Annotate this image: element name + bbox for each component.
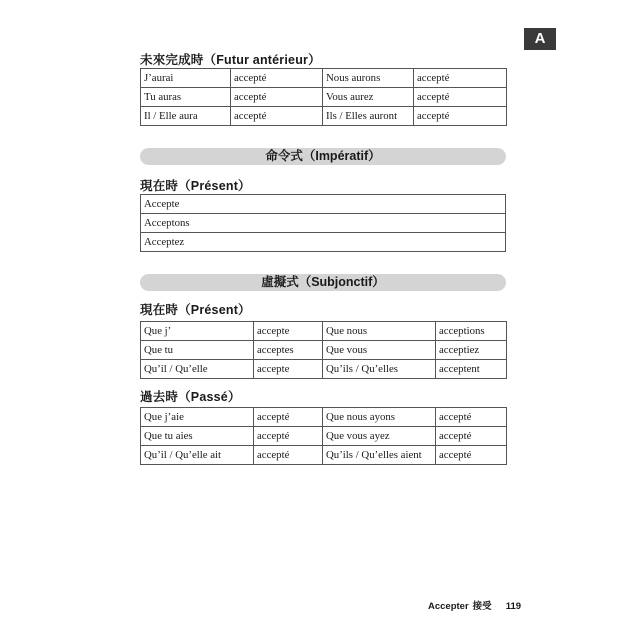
- subjonctif-passe-cell: Qu’il / Qu’elle ait: [141, 446, 254, 465]
- subjonctif-present-cell: Qu’il / Qu’elle: [141, 360, 254, 379]
- imperatif-cell: Accepte: [141, 195, 506, 214]
- subjonctif-banner: 虛擬式（Subjonctif）: [140, 274, 506, 291]
- subjonctif-passe-cell: accepté: [436, 427, 507, 446]
- subjonctif-present-cell: acceptent: [436, 360, 507, 379]
- subjonctif-passe-cell: Que tu aies: [141, 427, 254, 446]
- section-tab-letter: A: [524, 28, 556, 50]
- futur-anterieur-cell: Nous aurons: [323, 69, 414, 88]
- subjonctif-passe-row: [141, 408, 507, 427]
- subjonctif-present-cell: Que tu: [141, 341, 254, 360]
- page-number: 119: [505, 601, 522, 612]
- imperatif-row: [141, 214, 506, 233]
- subjonctif-passe-cell: accepté: [436, 408, 507, 427]
- subjonctif-passe-cell: accepté: [254, 446, 323, 465]
- subjonctif-present-cell: acceptions: [436, 322, 507, 341]
- futur-anterieur-cell: accepté: [231, 107, 323, 126]
- subjonctif-passe-row: [141, 446, 507, 465]
- subjonctif-present-cell: accepte: [254, 322, 323, 341]
- subjonctif-passe-cell: Qu’ils / Qu’elles aient: [323, 446, 436, 465]
- page-footer: [428, 598, 521, 612]
- subjonctif-present-row: [141, 341, 507, 360]
- subjonctif-passe-cell: Que vous ayez: [323, 427, 436, 446]
- futur-anterieur-cell: accepté: [231, 69, 323, 88]
- futur-anterieur-cell: accepté: [414, 69, 507, 88]
- imperatif-row: [141, 195, 506, 214]
- imperatif-present-heading: 現在時（Présent）: [140, 179, 251, 193]
- futur-anterieur-cell: J’aurai: [141, 69, 231, 88]
- subjonctif-present-cell: Que vous: [323, 341, 436, 360]
- imperatif-banner: 命令式（Impératif）: [140, 148, 506, 165]
- subjonctif-present-cell: acceptes: [254, 341, 323, 360]
- subjonctif-passe-row: [141, 427, 507, 446]
- futur-anterieur-cell: accepté: [231, 88, 323, 107]
- subjonctif-present-cell: accepte: [254, 360, 323, 379]
- futur-anterieur-table: [140, 68, 507, 126]
- subjonctif-present-cell: acceptiez: [436, 341, 507, 360]
- futur-anterieur-row: [141, 107, 507, 126]
- imperatif-cell: Acceptons: [141, 214, 506, 233]
- futur-anterieur-cell: Ils / Elles auront: [323, 107, 414, 126]
- futur-anterieur-cell: accepté: [414, 107, 507, 126]
- subjonctif-present-cell: Que j’: [141, 322, 254, 341]
- subjonctif-passe-cell: Que nous ayons: [323, 408, 436, 427]
- futur-anterieur-row: [141, 88, 507, 107]
- futur-anterieur-heading: 未來完成時（Futur antérieur）: [140, 53, 321, 67]
- imperatif-cell: Acceptez: [141, 233, 506, 252]
- subjonctif-present-table: [140, 321, 507, 379]
- subjonctif-passe-cell: accepté: [254, 408, 323, 427]
- futur-anterieur-cell: Il / Elle aura: [141, 107, 231, 126]
- futur-anterieur-cell: accepté: [414, 88, 507, 107]
- subjonctif-passe-table: [140, 407, 507, 465]
- futur-anterieur-cell: Vous aurez: [323, 88, 414, 107]
- subjonctif-present-row: [141, 322, 507, 341]
- subjonctif-present-cell: Qu’ils / Qu’elles: [323, 360, 436, 379]
- subjonctif-passe-cell: Que j’aie: [141, 408, 254, 427]
- futur-anterieur-cell: Tu auras: [141, 88, 231, 107]
- subjonctif-present-heading: 現在時（Présent）: [140, 303, 251, 317]
- subjonctif-present-cell: Que nous: [323, 322, 436, 341]
- subjonctif-present-row: [141, 360, 507, 379]
- futur-anterieur-row: [141, 69, 507, 88]
- subjonctif-passe-heading: 過去時（Passé）: [140, 390, 241, 404]
- footer-meaning: 接受: [472, 601, 492, 612]
- subjonctif-passe-cell: accepté: [436, 446, 507, 465]
- imperatif-table: [140, 194, 506, 252]
- footer-verb: Accepter: [428, 601, 469, 612]
- imperatif-row: [141, 233, 506, 252]
- subjonctif-passe-cell: accepté: [254, 427, 323, 446]
